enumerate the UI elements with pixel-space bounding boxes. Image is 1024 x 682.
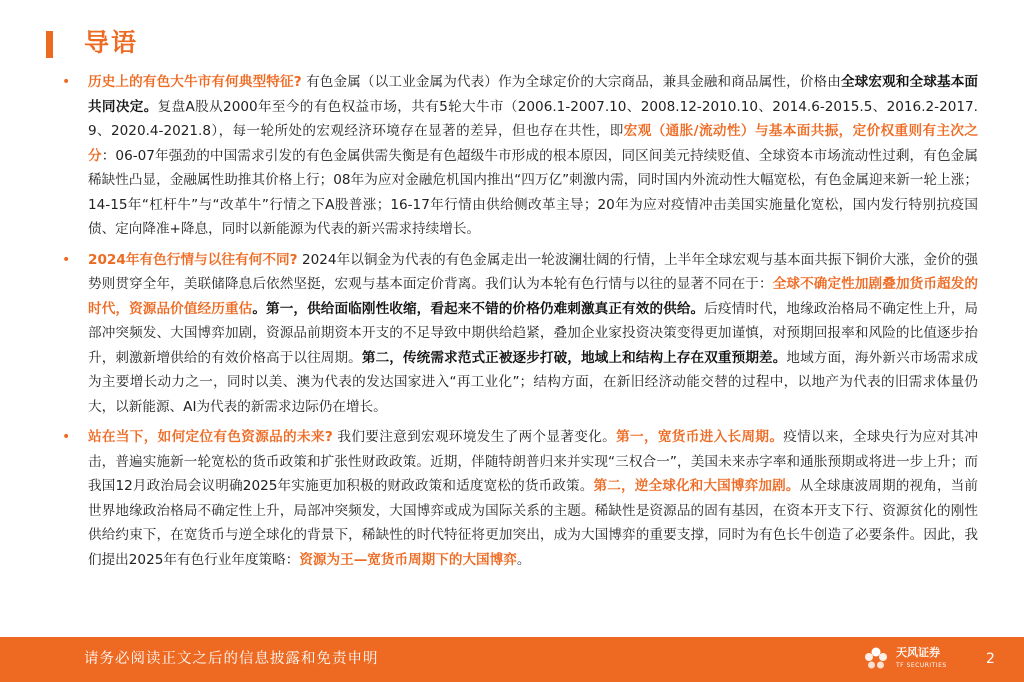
text-segment: 2024年以铜金为代表的有色金属走出一轮波澜壮阔的行情，上半年全球宏观与基本面共振下铜价大涨，金价的强势则贯穿全年，美联储降息后依然坚挺，宏观与基本面定价背离。我们认为本轮有色行情与以往的显著不同在于： (88, 251, 979, 292)
text-segment: 2024年有色行情与以往有何不同? (88, 251, 298, 268)
main-content (58, 70, 978, 578)
company-logo (862, 643, 972, 676)
text-segment: 我们要注意到宏观环境发生了两个显著变化。 (332, 429, 617, 445)
text-segment: 后疫情时代，地缘政治格局不确定性上升，局部冲突频发、大国博弈加剧，资源品前期资本开支的不足导致中期供给趋紧，叠加企业家投资决策变得更加谨慎，对预期回报率和风险的比值逐步抬升，刺激新增供给的有效价格高于以往周期。 (88, 300, 979, 366)
paragraph-2 (58, 248, 978, 420)
text-segment: 历史上的有色大牛市有何典型特征? (88, 74, 302, 90)
paragraph-1-text (88, 74, 978, 237)
paragraph-1 (58, 70, 978, 242)
paragraph-3-text (88, 429, 978, 568)
text-segment: 第二，逆全球化和大国博弈加剧。 (593, 478, 800, 494)
bullet-icon: • (62, 429, 71, 445)
text-segment: 。第一，供给面临刚性收缩，看起来不错的价格仍难刺激真正有效的供给。 (252, 300, 705, 317)
text-segment: 资源为王—宽货币周期下的大国博弈 (299, 551, 517, 568)
text-segment: ：06-07年强劲的中国需求引发的有色金属供需失衡是有色超级牛市形成的根本原因，同区间美元持续贬值、全球资本市场流动性过剩，有色金属稀缺性凸显，金融属性助推其价格上行；08年为应对金融危机国内推出“四万亿”刺激内需，同时国内外流动性大幅宽松，有色金属迎来新一轮上涨；14-15年“杠杆牛”与“改革牛”行情之下A股普涨；16-17年行情由供给侧改革主导；20年为应对疫情冲击美国实施量化宽松，国内发行特别抗疫国债、定向降准+降息，同时以新能源为代表的新兴需求持续增长。 (88, 147, 978, 237)
bullet-icon: • (62, 251, 71, 268)
text-segment: 有色金属（以工业金属为代表）作为全球定价的大宗商品，兼具金融和商品属性，价格由 (301, 74, 841, 90)
text-segment: 宏观（通胀/流动性）与基本面共振，定价权重则有主次之分 (88, 123, 978, 164)
logo-subtitle: TF SECURITIES (896, 662, 947, 669)
text-segment: 地域方面，海外新兴市场需求成为主要增长动力之一，同时以美、澳为代表的发达国家进入“再工业化”；结构方面，在新旧经济动能交替的过程中，以地产为代表的旧需求体量仍大，以新能源、AI为代表的新需求边际仍在增长。 (88, 349, 979, 415)
paragraph-2-text (88, 252, 978, 415)
text-segment: 站在当下，如何定位有色资源品的未来? (88, 429, 333, 445)
text-segment: 复盘A股从2000年至今的有色权益市场，共有5轮大牛市（2006.1-2007.10、2008.12-2010.10、2014.6-2015.5、2016.2-2017.9、2020.4-2021.8），每一轮所处的宏观经济环境存在显著的差异，但也存在共性，即 (88, 98, 979, 139)
text-segment: 第一，宽货币进入长周期。 (616, 429, 784, 445)
text-segment: 全球宏观和全球基本面共同决定。 (88, 74, 978, 115)
text-segment: 第二，传统需求范式正被逐步打破，地域上和结构上存在双重预期差。 (361, 349, 787, 366)
page-number: 2 (986, 651, 995, 667)
logo-name: 天风证券 (896, 646, 940, 659)
disclaimer-text: 请务必阅读正文之后的信息披露和免责申明 (84, 651, 379, 667)
flower-logo-icon (862, 645, 890, 673)
text-segment: 疫情以来，全球央行为应对其冲击，普遍实施新一轮宽松的货币政策和扩张性财政政策。近期，伴随特朗普归来并实现“三权合一”，美国未来赤字率和通胀预期或将进一步上升；而我国12月政治局会议明确2025年实施更加积极的财政政策和适度宽松的货币政策。 (88, 429, 979, 494)
paragraph-3 (58, 425, 978, 572)
bullet-icon: • (62, 74, 71, 90)
page-title: 导语 (84, 28, 139, 57)
footer-bar (0, 637, 1024, 682)
text-segment: 从全球康波周期的视角，当前世界地缘政治格局不确定性上升，局部冲突频发，大国博弈或成为国际关系的主题。稀缺性是资源品的固有基因，在资本开支下行、资源贫化的刚性供给约束下，在宽货币与逆全球化的背景下，稀缺性的时代特征将更加突出，成为大国博弈的重要支撑，同时为有色长牛创造了必要条件。因此，我们提出2025年有色行业年度策略： (88, 478, 979, 568)
title-accent-bar (46, 31, 53, 58)
text-segment: 全球不确定性加剧叠加货币超发的时代，资源品价值经历重估 (88, 276, 979, 317)
text-segment: 。 (516, 551, 531, 568)
